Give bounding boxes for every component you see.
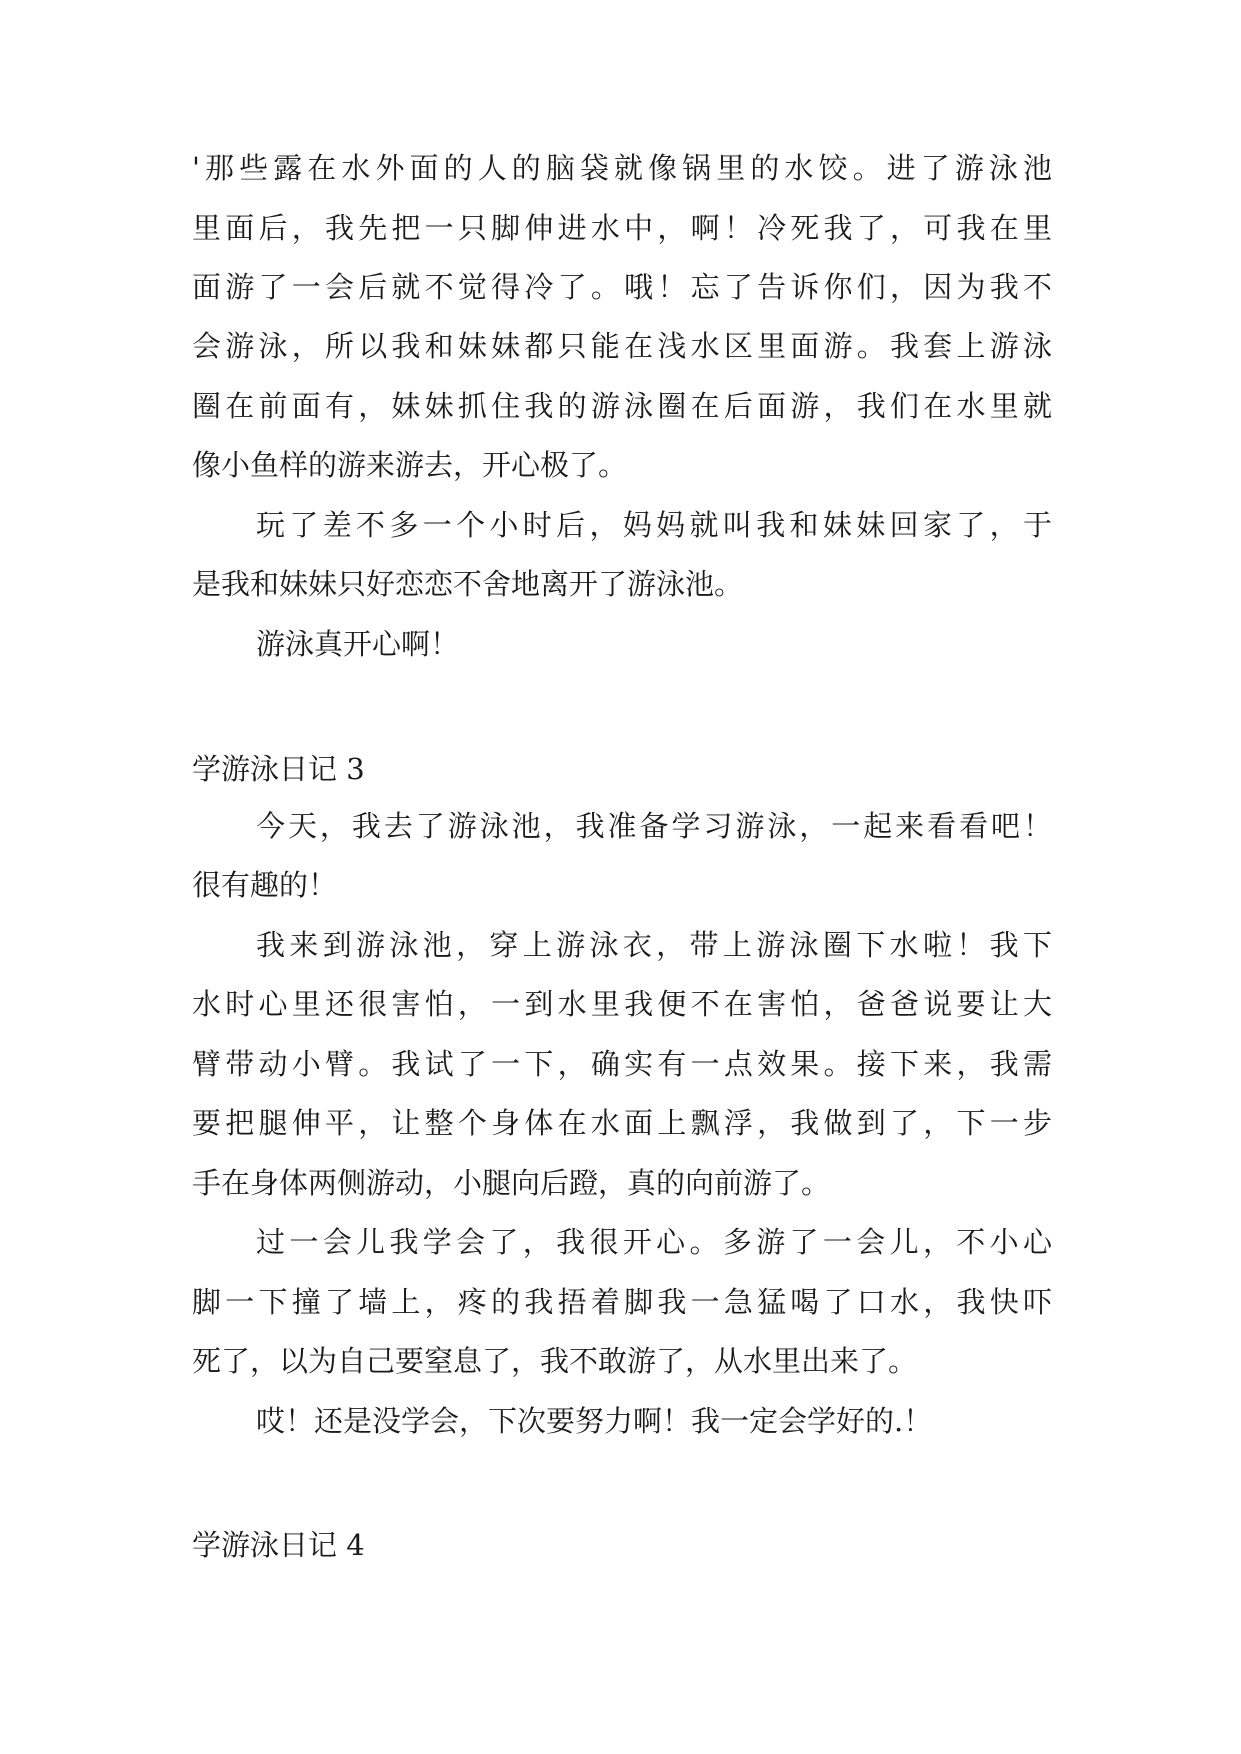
paragraph-line: 玩了差不多一个小时后，妈妈就叫我和妹妹回家了，于: [256, 508, 1052, 542]
paragraph-line: 臂带动小臂。我试了一下，确实有一点效果。接下来，我需: [192, 1047, 1052, 1081]
paragraph-line: 今天，我去了游泳池，我准备学习游泳，一起来看看吧！: [256, 809, 1052, 843]
paragraph-line: 会游泳，所以我和妹妹都只能在浅水区里面游。我套上游泳: [192, 329, 1052, 363]
paragraph-line: 像小鱼样的游来游去，开心极了。: [192, 448, 628, 482]
paragraph-line: 手在身体两侧游动，小腿向后蹬，真的向前游了。: [192, 1166, 831, 1200]
paragraph-line: 很有趣的！: [192, 868, 338, 902]
paragraph-line: 过一会儿我学会了，我很开心。多游了一会儿，不小心: [256, 1225, 1052, 1259]
section-heading: 学游泳日记 4: [192, 1528, 365, 1562]
paragraph-line: 水时心里还很害怕，一到水里我便不在害怕，爸爸说要让大: [192, 987, 1052, 1021]
paragraph-line: 哎！还是没学会，下次要努力啊！我一定会学好的.！: [256, 1404, 933, 1438]
paragraph-line: 面游了一会后就不觉得冷了。哦！忘了告诉你们，因为我不: [192, 270, 1052, 304]
paragraph-line: 要把腿伸平，让整个身体在水面上飘浮，我做到了，下一步: [192, 1106, 1052, 1140]
paragraph-line: 圈在前面有，妹妹抓住我的游泳圈在后面游，我们在水里就: [192, 389, 1052, 423]
paragraph-line: 里面后，我先把一只脚伸进水中，啊！冷死我了，可我在里: [192, 211, 1052, 245]
paragraph-line: 是我和妹妹只好恋恋不舍地离开了游泳池。: [192, 567, 744, 601]
paragraph-line: 我来到游泳池，穿上游泳衣，带上游泳圈下水啦！我下: [256, 928, 1052, 962]
paragraph-line: 脚一下撞了墙上，疼的我捂着脚我一急猛喝了口水，我快吓: [192, 1285, 1052, 1319]
paragraph-line: 死了，以为自己要窒息了，我不敢游了，从水里出来了。: [192, 1344, 918, 1378]
section-heading: 学游泳日记 3: [192, 752, 365, 786]
paragraph-line: '那些露在水外面的人的脑袋就像锅里的水饺。进了游泳池: [192, 151, 1052, 185]
paragraph-line: 游泳真开心啊！: [256, 627, 460, 661]
